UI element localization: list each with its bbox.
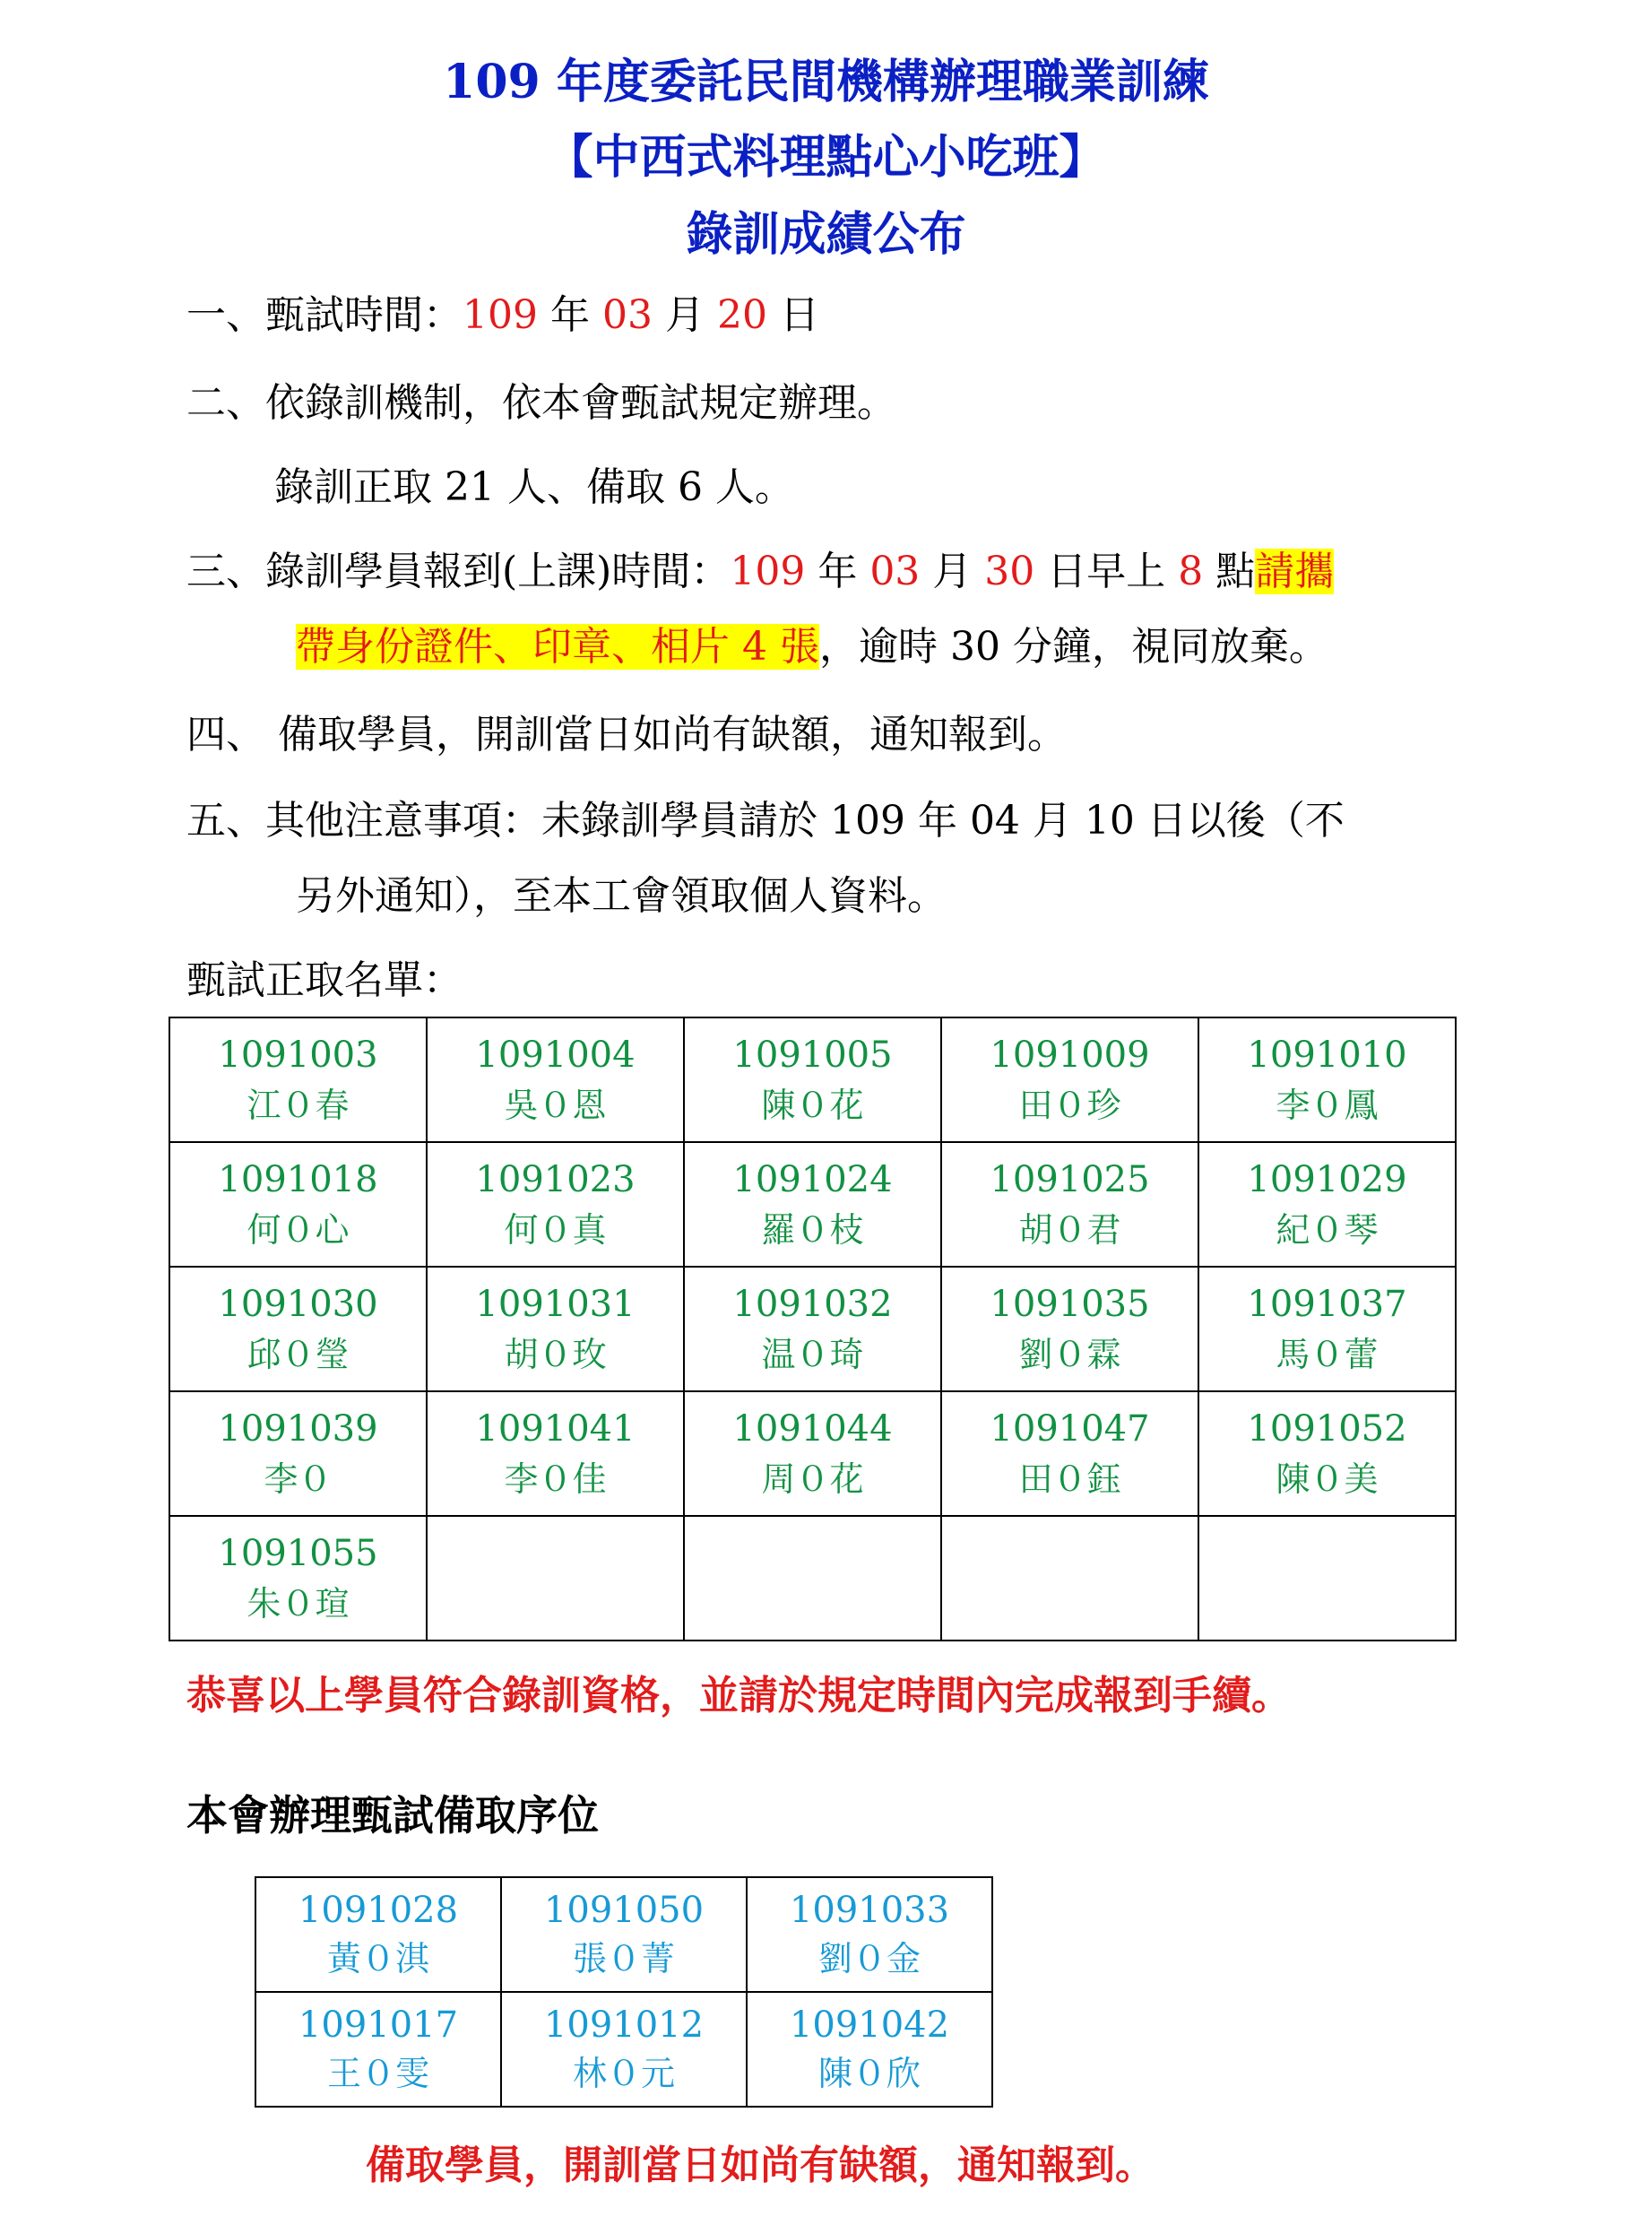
student-id: 1091029 (1247, 1158, 1407, 1200)
table-row (169, 1391, 1456, 1516)
student-name: 劉０金 (817, 1939, 921, 1979)
item-1-day: 20 (716, 292, 767, 338)
student-id: 1091037 (1247, 1283, 1407, 1325)
table-cell (427, 1017, 684, 1142)
table-cell (747, 1992, 992, 2107)
table-cell (684, 1267, 941, 1391)
table-cell (747, 1877, 992, 1992)
table-cell (255, 1992, 501, 2107)
table-cell (501, 1992, 747, 2107)
student-name: 邱０瑩 (247, 1334, 350, 1374)
student-id: 1091042 (789, 2004, 950, 2047)
item-3-highlight-a: 請攜 (1255, 549, 1335, 594)
student-name: 陳０花 (761, 1085, 864, 1125)
student-id: 1091012 (543, 2004, 705, 2047)
item-3-prefix: 三、錄訓學員報到(上課)時間： (186, 549, 731, 594)
table-cell (1198, 1267, 1456, 1391)
table-cell (427, 1391, 684, 1516)
item-2-text: 二、依錄訓機制，依本會甄試規定辦理。 (186, 380, 896, 426)
student-name: 何０真 (504, 1209, 607, 1250)
table-cell (941, 1267, 1198, 1391)
item-1-year-unit: 年 (537, 292, 602, 338)
student-id: 1091033 (789, 1890, 950, 1932)
student-name: 何０心 (247, 1209, 350, 1250)
item-1-month-unit: 月 (652, 292, 717, 338)
item-3-month: 03 (869, 549, 921, 594)
student-name: 吳０恩 (504, 1085, 607, 1125)
table-cell (941, 1142, 1198, 1267)
table-cell (169, 1391, 427, 1516)
waitlist-heading: 本會辦理甄試備取序位 (186, 1791, 599, 1840)
table-cell (501, 1877, 747, 1992)
table-cell (684, 1017, 941, 1142)
student-name: 朱０瑄 (247, 1583, 350, 1623)
student-id: 1091052 (1247, 1407, 1407, 1450)
student-name: 陳０欣 (817, 2054, 921, 2094)
item-3-year-unit: 年 (805, 549, 870, 594)
student-id: 1091004 (475, 1034, 636, 1076)
student-id: 1091025 (990, 1158, 1150, 1200)
student-id: 1091017 (298, 2004, 459, 2047)
table-row (169, 1516, 1456, 1641)
table-cell (684, 1391, 941, 1516)
table-row (169, 1142, 1456, 1267)
student-name: 周０花 (761, 1459, 864, 1499)
table-cell (941, 1391, 1198, 1516)
admitted-notice: 恭喜以上學員符合錄訓資格，並請於規定時間內完成報到手續。 (186, 1673, 1291, 1719)
table-cell (684, 1142, 941, 1267)
table-cell (427, 1516, 684, 1641)
student-name: 李０ (264, 1459, 333, 1499)
student-id: 1091035 (990, 1283, 1150, 1325)
waitlist-table (255, 1876, 993, 2108)
item-1-prefix: 一、甄試時間： (186, 292, 463, 338)
student-name: 温０琦 (761, 1334, 864, 1374)
student-id: 1091041 (475, 1407, 636, 1450)
student-id: 1091031 (475, 1283, 636, 1325)
student-name: 田０鈺 (1018, 1459, 1121, 1499)
item-1-month: 03 (601, 292, 653, 338)
item-1-exam-time (186, 292, 819, 338)
item-1-day-unit: 日 (766, 292, 819, 338)
item-3-hour: 8 (1178, 549, 1204, 594)
admitted-list-table (169, 1017, 1457, 1641)
item-3-year: 109 (730, 549, 806, 594)
student-name: 王０雯 (326, 2054, 429, 2094)
student-id: 1091032 (732, 1283, 893, 1325)
student-name: 劉０霖 (1018, 1334, 1121, 1374)
table-cell (255, 1877, 501, 1992)
item-5-line-1: 五、其他注意事項：未錄訓學員請於 109 年 04 月 10 日以後（不 (186, 798, 1345, 844)
student-name: 李０佳 (504, 1459, 607, 1499)
title-line-1: 109 年度委託民間機構辦理職業訓練 (443, 55, 1209, 109)
student-id: 1091024 (732, 1158, 893, 1200)
item-3-line-1 (186, 549, 1335, 594)
table-cell (1198, 1516, 1456, 1641)
item-3-highlight-b: 帶身份證件、印章、相片 4 張 (296, 624, 819, 670)
table-cell (1198, 1142, 1456, 1267)
item-3-day: 30 (984, 549, 1035, 594)
table-cell (1198, 1017, 1456, 1142)
student-id: 1091010 (1247, 1034, 1407, 1076)
student-name: 羅０枝 (761, 1209, 864, 1250)
item-3-suffix: ，逾時 30 分鐘，視同放棄。 (818, 624, 1328, 670)
student-id: 1091044 (732, 1407, 893, 1450)
student-name: 紀０琴 (1276, 1209, 1379, 1250)
student-name: 陳０美 (1276, 1459, 1379, 1499)
item-3-day-unit: 日早上 (1034, 549, 1179, 594)
student-id: 1091047 (990, 1407, 1150, 1450)
table-cell (169, 1017, 427, 1142)
item-3-month-unit: 月 (920, 549, 985, 594)
student-name: 田０珍 (1018, 1085, 1121, 1125)
table-cell (427, 1142, 684, 1267)
table-cell (1198, 1391, 1456, 1516)
student-id: 1091009 (990, 1034, 1150, 1076)
table-row (169, 1267, 1456, 1391)
table-cell (941, 1516, 1198, 1641)
table-row (255, 1992, 992, 2107)
title-line-2: 【中西式料理點心小吃班】 (546, 130, 1106, 185)
item-1-year: 109 (463, 292, 538, 338)
student-id: 1091039 (218, 1407, 378, 1450)
item-4-text: 四、 備取學員，開訓當日如尚有缺額，通知報到。 (186, 712, 1067, 758)
main-list-heading: 甄試正取名單： (186, 957, 463, 1003)
student-id: 1091023 (475, 1158, 636, 1200)
table-cell (684, 1516, 941, 1641)
student-name: 黃０淇 (326, 1939, 429, 1979)
student-name: 林０元 (572, 2054, 675, 2094)
student-name: 胡０君 (1018, 1209, 1121, 1250)
item-3-hour-unit: 點 (1203, 549, 1256, 594)
student-name: 胡０玫 (504, 1334, 607, 1374)
student-id: 1091055 (218, 1532, 378, 1574)
student-name: 江０春 (247, 1085, 350, 1125)
student-id: 1091018 (218, 1158, 378, 1200)
title-line-3: 錄訓成績公布 (686, 207, 966, 262)
student-name: 張０菁 (572, 1939, 675, 1979)
student-id: 1091005 (732, 1034, 893, 1076)
student-id: 1091028 (298, 1890, 459, 1932)
table-cell (169, 1267, 427, 1391)
student-id: 1091003 (218, 1034, 378, 1076)
student-name: 馬０蕾 (1276, 1334, 1379, 1374)
table-row (169, 1017, 1456, 1142)
table-row (255, 1877, 992, 1992)
waitlist-notice: 備取學員，開訓當日如尚有缺額，通知報到。 (366, 2143, 1155, 2188)
table-cell (169, 1142, 427, 1267)
table-cell (169, 1516, 427, 1641)
student-name: 李０鳳 (1276, 1085, 1379, 1125)
table-cell (427, 1267, 684, 1391)
item-5-line-2: 另外通知），至本工會領取個人資料。 (296, 873, 947, 919)
student-id: 1091050 (543, 1890, 705, 1932)
table-cell (941, 1017, 1198, 1142)
item-2-sub: 錄訓正取 21 人、備取 6 人。 (274, 464, 794, 510)
item-3-line-2 (296, 624, 1328, 670)
student-id: 1091030 (218, 1283, 378, 1325)
